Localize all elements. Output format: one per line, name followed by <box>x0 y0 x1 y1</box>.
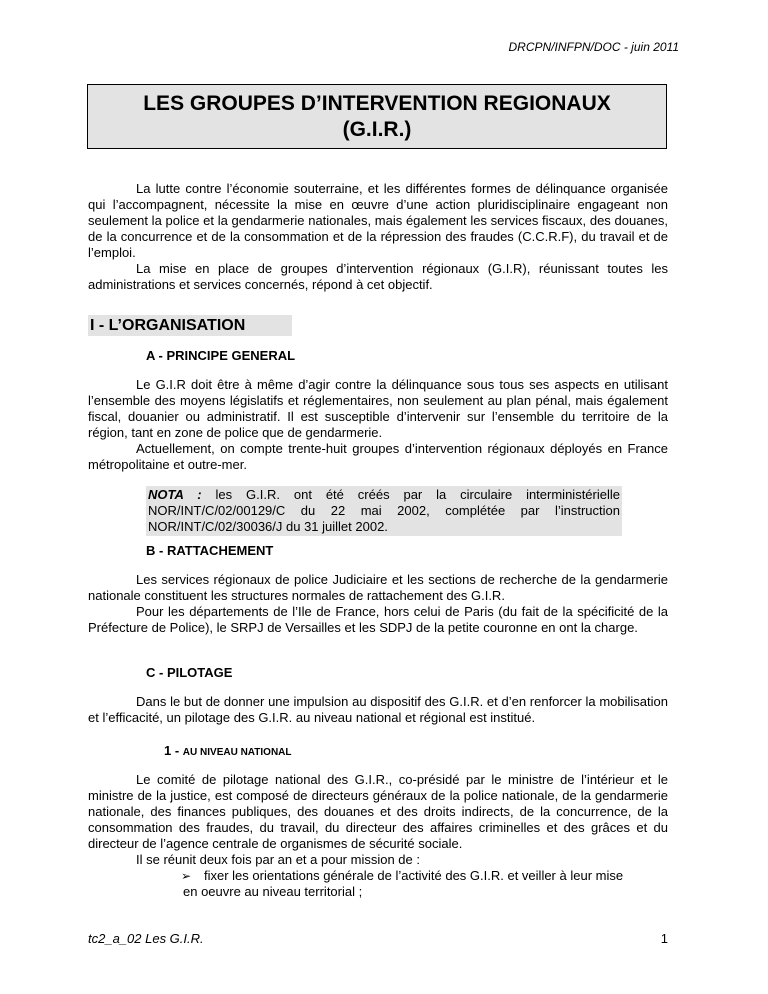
level-heading-national <box>164 743 292 758</box>
intro-paragraph-2: La mise en place de groupes d’intervention régionaux (G.I.R), réunissant toutes les administrations et services concernés, répond à cet objectif. <box>88 261 668 292</box>
bullet-item <box>183 868 668 900</box>
pilotage-paragraph-1: Dans le but de donner une impulsion au dispositif des G.I.R. et d’en renforcer la mobilisation et l’efficacité, un pilotage des G.I.R. au niveau national et régional est institué. <box>88 694 668 725</box>
level-label: AU NIVEAU NATIONAL <box>182 747 292 758</box>
header-reference: DRCPN/INFPN/DOC - juin 2011 <box>508 40 679 54</box>
bullet-line-2: en oeuvre au niveau territorial ; <box>183 884 363 899</box>
subsection-heading-pilotage: C - PILOTAGE <box>146 665 233 680</box>
footer-document-name: tc2_a_02 Les G.I.R. <box>88 931 204 946</box>
section-heading-organisation: I - L’ORGANISATION <box>88 315 292 336</box>
rattachement-paragraph-2: Pour les départements de l’Ile de France, hors celui de Paris (du fait de la spécificité de la Préfecture de Police), le SRPJ de Versailles et les SDPJ de la petite couronne en ont la charge. <box>88 604 668 635</box>
national-paragraph-1: Le comité de pilotage national des G.I.R., co-présidé par le ministre de l’intérieur et le ministre de la justice, est composé de directeurs généraux de la police nationale, de la gendarmerie nationale, des finances publiques, des douanes et des droits indirects, de la concurrence, de la consommation des fraudes, du travail, du directeur des affaires criminelles et des grâces et du directeur de l’agence centrale de organismes de sécurité sociale. <box>88 772 668 851</box>
nota-label: NOTA : <box>148 487 202 502</box>
principe-paragraph-2: Actuellement, on compte trente-huit groupes d’intervention régionaux déployés en France métropolitaine et outre-mer. <box>88 441 668 472</box>
subsection-heading-rattachement: B - RATTACHEMENT <box>146 543 274 558</box>
nota-box <box>146 486 622 536</box>
subsection-heading-principe: A - PRINCIPE GENERAL <box>146 348 296 363</box>
footer-page-number: 1 <box>660 931 668 946</box>
bullet-line-1: fixer les orientations générale de l’activité des G.I.R. et veiller à leur mise <box>204 868 624 883</box>
rattachement-paragraph-1: Les services régionaux de police Judiciaire et les sections de recherche de la gendarmerie nationale constituent les structures normales de rattachement des G.I.R. <box>88 572 668 603</box>
national-paragraph-2: Il se réunit deux fois par an et a pour mission de : <box>136 852 420 867</box>
title-line-2: (G.I.R.) <box>342 118 412 141</box>
page-title <box>87 84 667 149</box>
title-line-1: LES GROUPES D’INTERVENTION REGIONAUX <box>143 92 611 115</box>
nota-text: les G.I.R. ont été créés par la circulaire interministérielle NOR/INT/C/02/00129/C du 22 mai 2002, complétée par l’instruction NOR/INT/C/02/30036/J du 31 juillet 2002. <box>148 487 620 534</box>
intro-paragraph-1: La lutte contre l’économie souterraine, et les différentes formes de délinquance organisée qui l’accompagnent, nécessite la mise en œuvre d’une action pluridisciplinaire engageant non seulement la police et la gendarmerie nationales, mais également les services fiscaux, des douanes, de la concurrence et de la consommation et de la répression des fraudes (C.C.R.F), du travail et de l’emploi. <box>88 181 668 260</box>
level-number: 1 - <box>164 743 183 758</box>
arrow-bullet-icon: ➢ <box>181 869 192 883</box>
principe-paragraph-1: Le G.I.R doit être à même d’agir contre la délinquance sous tous ses aspects en utilisant l’ensemble des moyens législatifs et réglementaires, non seulement au plan pénal, mais également fiscal, douanier ou administratif. Il est susceptible d’intervenir sur l’ensemble du territoire de la région, tant en zone de police que de gendarmerie. <box>88 377 668 440</box>
